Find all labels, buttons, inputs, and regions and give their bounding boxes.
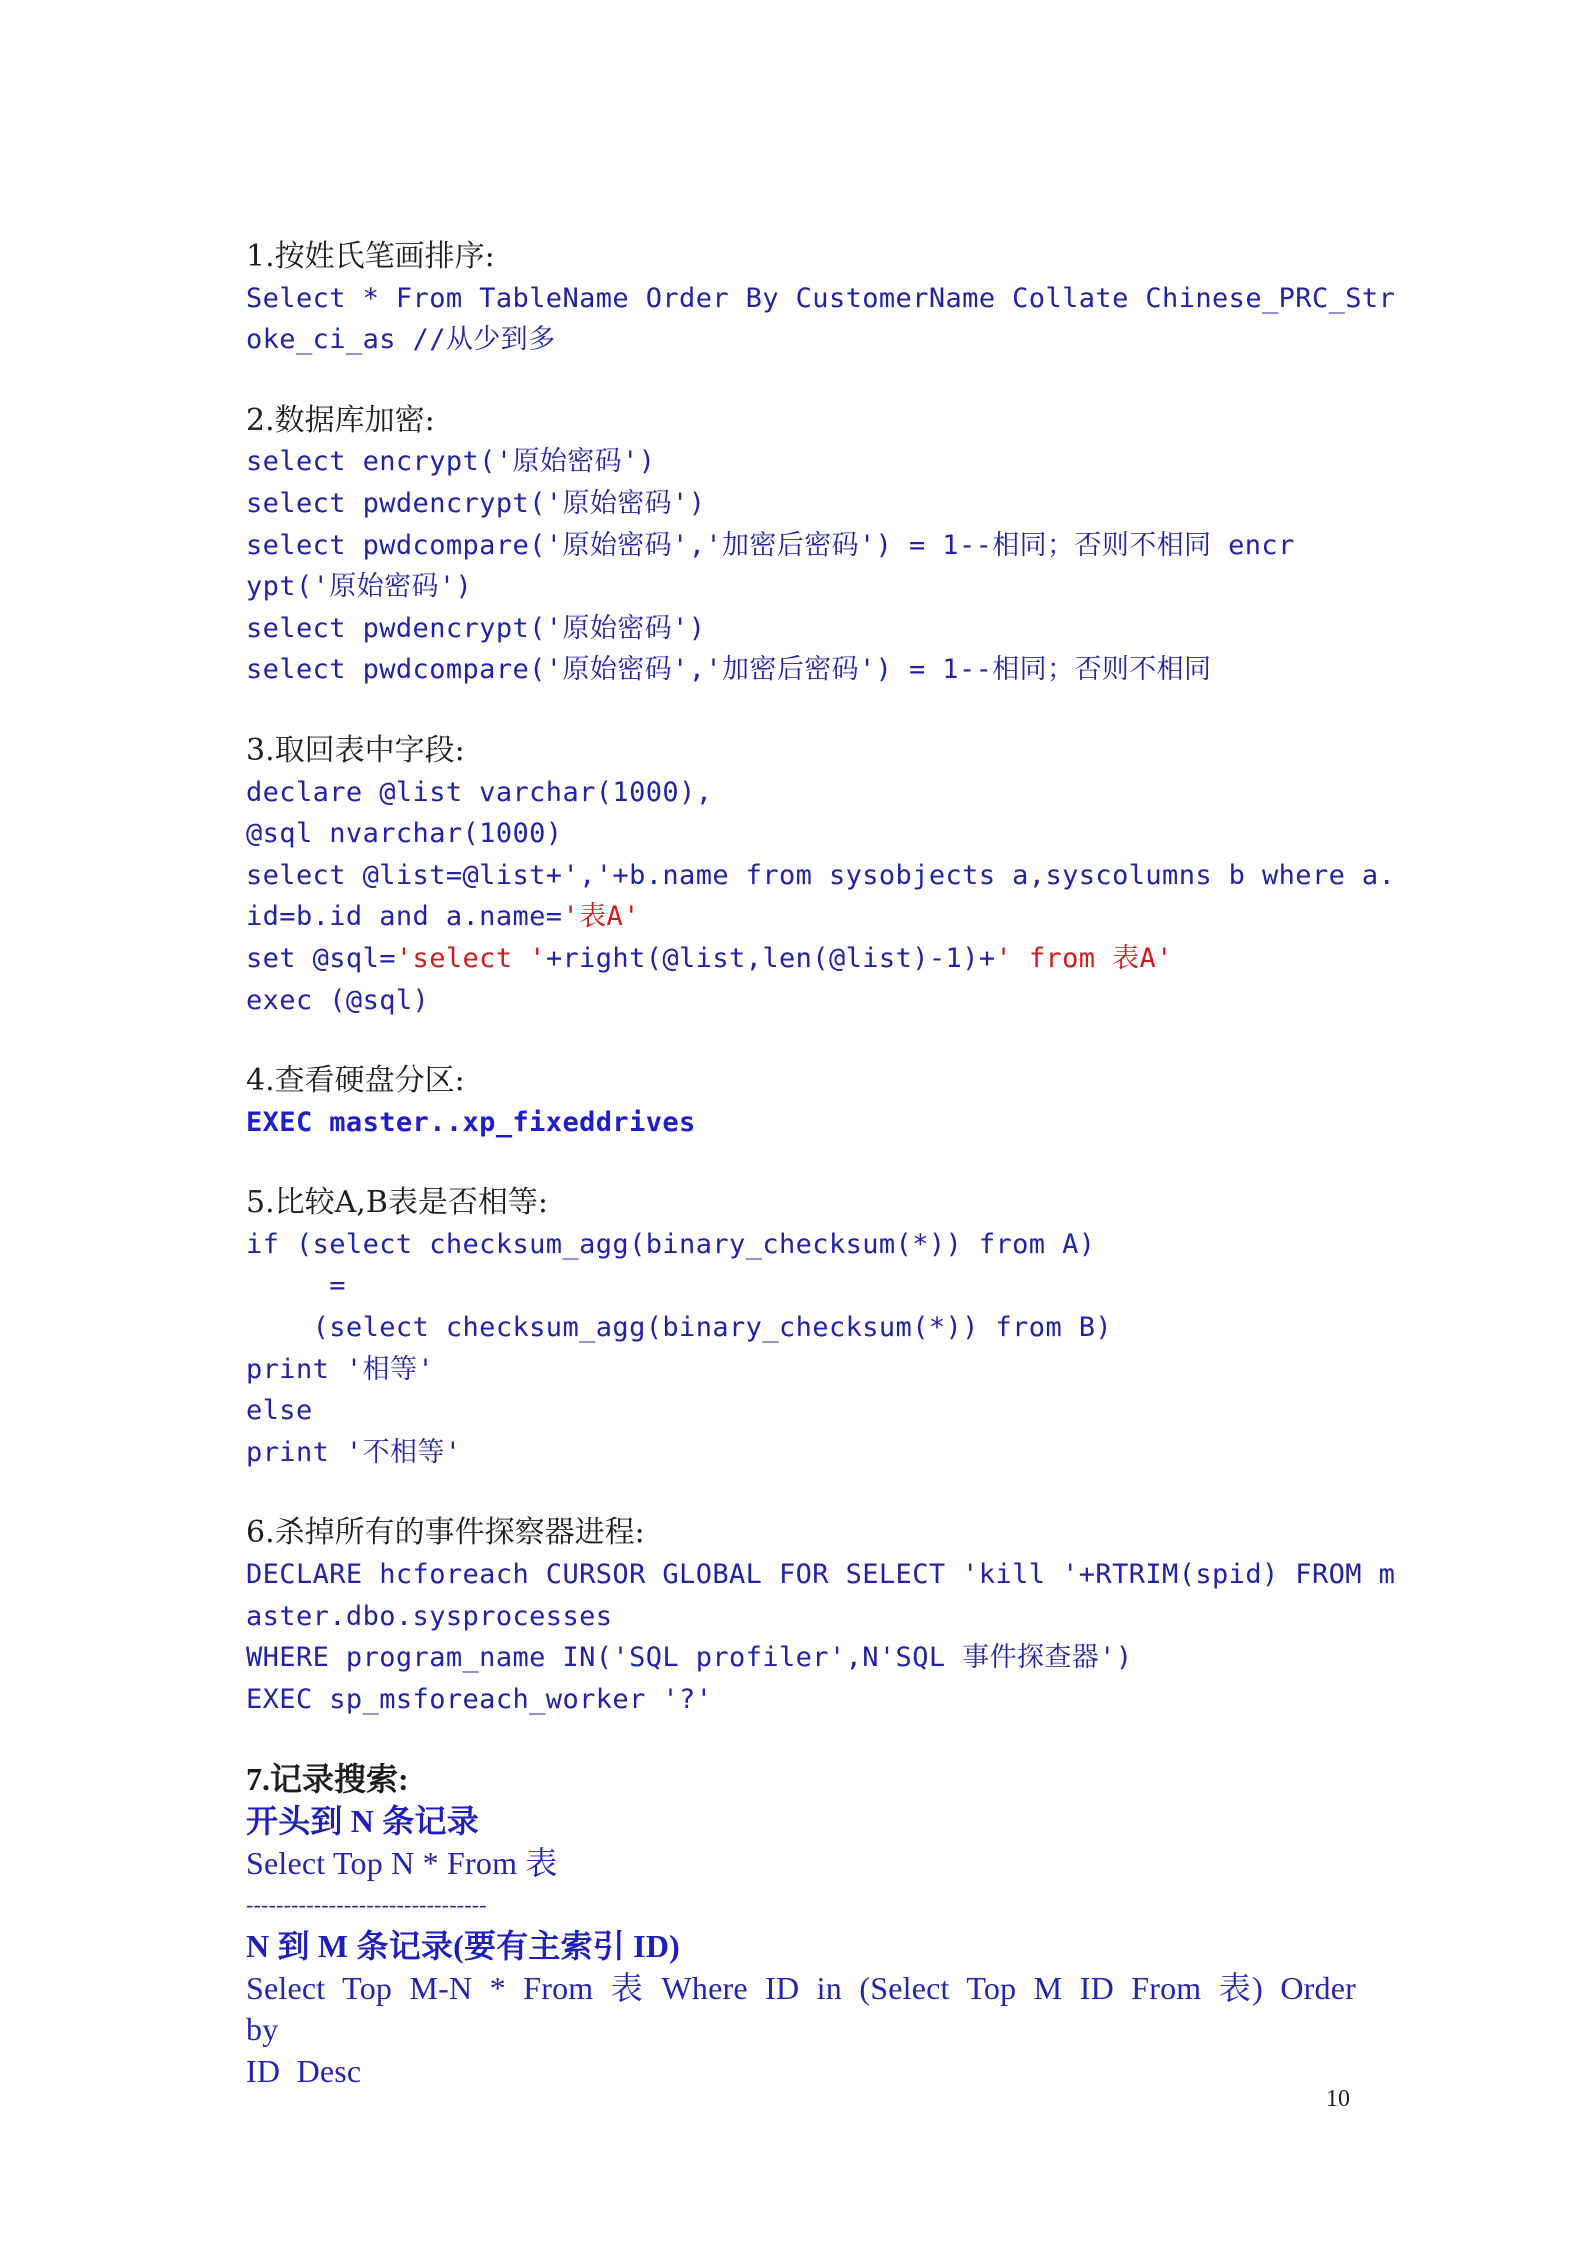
section-heading: 7.记录搜索: xyxy=(246,1761,409,1798)
code-text: set @sql= xyxy=(246,942,396,974)
string-literal: ' from 表A' xyxy=(995,942,1173,974)
code-line: Select Top N * From 表 xyxy=(246,1844,558,1881)
section-heading: 6.杀掉所有的事件探察器进程: xyxy=(246,1515,645,1551)
string-literal: 'select ' xyxy=(395,942,546,974)
section-kill-profiler xyxy=(246,1512,1396,1720)
code-line xyxy=(246,938,1356,980)
code-line: select pwdencrypt('原始密码') xyxy=(246,487,706,519)
code-line: print '相等' xyxy=(246,1353,435,1385)
code-line: ID Desc xyxy=(246,2052,362,2089)
code-line: Select Top M-N * From 表 Where ID in (Select Top M ID From 表) Order by xyxy=(246,1969,1356,2048)
code-line: @sql nvarchar(1000) xyxy=(246,818,563,850)
subheading: 开头到 N 条记录 xyxy=(246,1803,479,1839)
section-compare-tables xyxy=(246,1182,1356,1473)
page-number: 10 xyxy=(1326,2086,1350,2112)
code-line: ypt('原始密码') xyxy=(246,571,473,603)
section-fetch-fields xyxy=(246,730,1396,1021)
code-line: DECLARE hcforeach CURSOR GLOBAL FOR SELECT 'kill '+RTRIM(spid) FROM m xyxy=(246,1559,1396,1591)
code-line: EXEC master..xp_fixeddrives xyxy=(246,1106,696,1138)
code-line: print '不相等' xyxy=(246,1436,462,1468)
section-heading: 3.取回表中字段: xyxy=(246,732,465,768)
code-text: id=b.id and a.name= xyxy=(246,901,563,933)
code-line: = xyxy=(246,1270,346,1302)
code-line: Select * From TableName Order By CustomerName Collate Chinese_PRC_Str xyxy=(246,282,1396,314)
subheading: N 到 M 条记录(要有主索引 ID) xyxy=(246,1928,680,1965)
code-line: oke_ci_as //从少到多 xyxy=(246,324,556,356)
page-content xyxy=(246,236,1396,2093)
separator: -------------------------------- xyxy=(246,1892,487,1918)
section-record-search xyxy=(246,1759,1356,2092)
code-line: WHERE program_name IN('SQL profiler',N'SQL 事件探查器') xyxy=(246,1642,1133,1674)
code-line: select pwdcompare('原始密码','加密后密码') = 1--相同；否则不相同 encr xyxy=(246,529,1295,561)
string-literal: '表A' xyxy=(562,901,640,933)
section-heading: 1.按姓氏笔画排序: xyxy=(246,239,495,274)
section-stroke-sort xyxy=(246,236,1396,361)
code-line: else xyxy=(246,1395,313,1427)
code-line: (select checksum_agg(binary_checksum(*)) from B) xyxy=(246,1312,1113,1344)
code-line: select encrypt('原始密码') xyxy=(246,446,656,478)
code-line: EXEC sp_msforeach_worker '?' xyxy=(246,1683,713,1715)
section-db-encrypt xyxy=(246,400,1356,691)
section-disk-partitions xyxy=(246,1060,1356,1143)
section-heading: 5.比较A,B表是否相等: xyxy=(246,1185,548,1221)
code-line: aster.dbo.sysprocesses xyxy=(246,1600,613,1632)
code-line: select @list=@list+','+b.name from sysobjects a,syscolumns b where a. xyxy=(246,859,1396,891)
code-line: exec (@sql) xyxy=(246,984,430,1016)
code-line: declare @list varchar(1000), xyxy=(246,776,713,808)
section-heading: 2.数据库加密: xyxy=(246,402,435,438)
code-line: select pwdcompare('原始密码','加密后密码') = 1--相同；否则不相同 xyxy=(246,654,1212,686)
section-heading: 4.查看硬盘分区: xyxy=(246,1063,465,1099)
code-line: select pwdencrypt('原始密码') xyxy=(246,612,706,644)
code-text: +right(@list,len(@list)-1)+ xyxy=(545,942,996,974)
code-line: if (select checksum_agg(binary_checksum(*)) from A) xyxy=(246,1228,1096,1260)
code-line xyxy=(246,896,1356,938)
